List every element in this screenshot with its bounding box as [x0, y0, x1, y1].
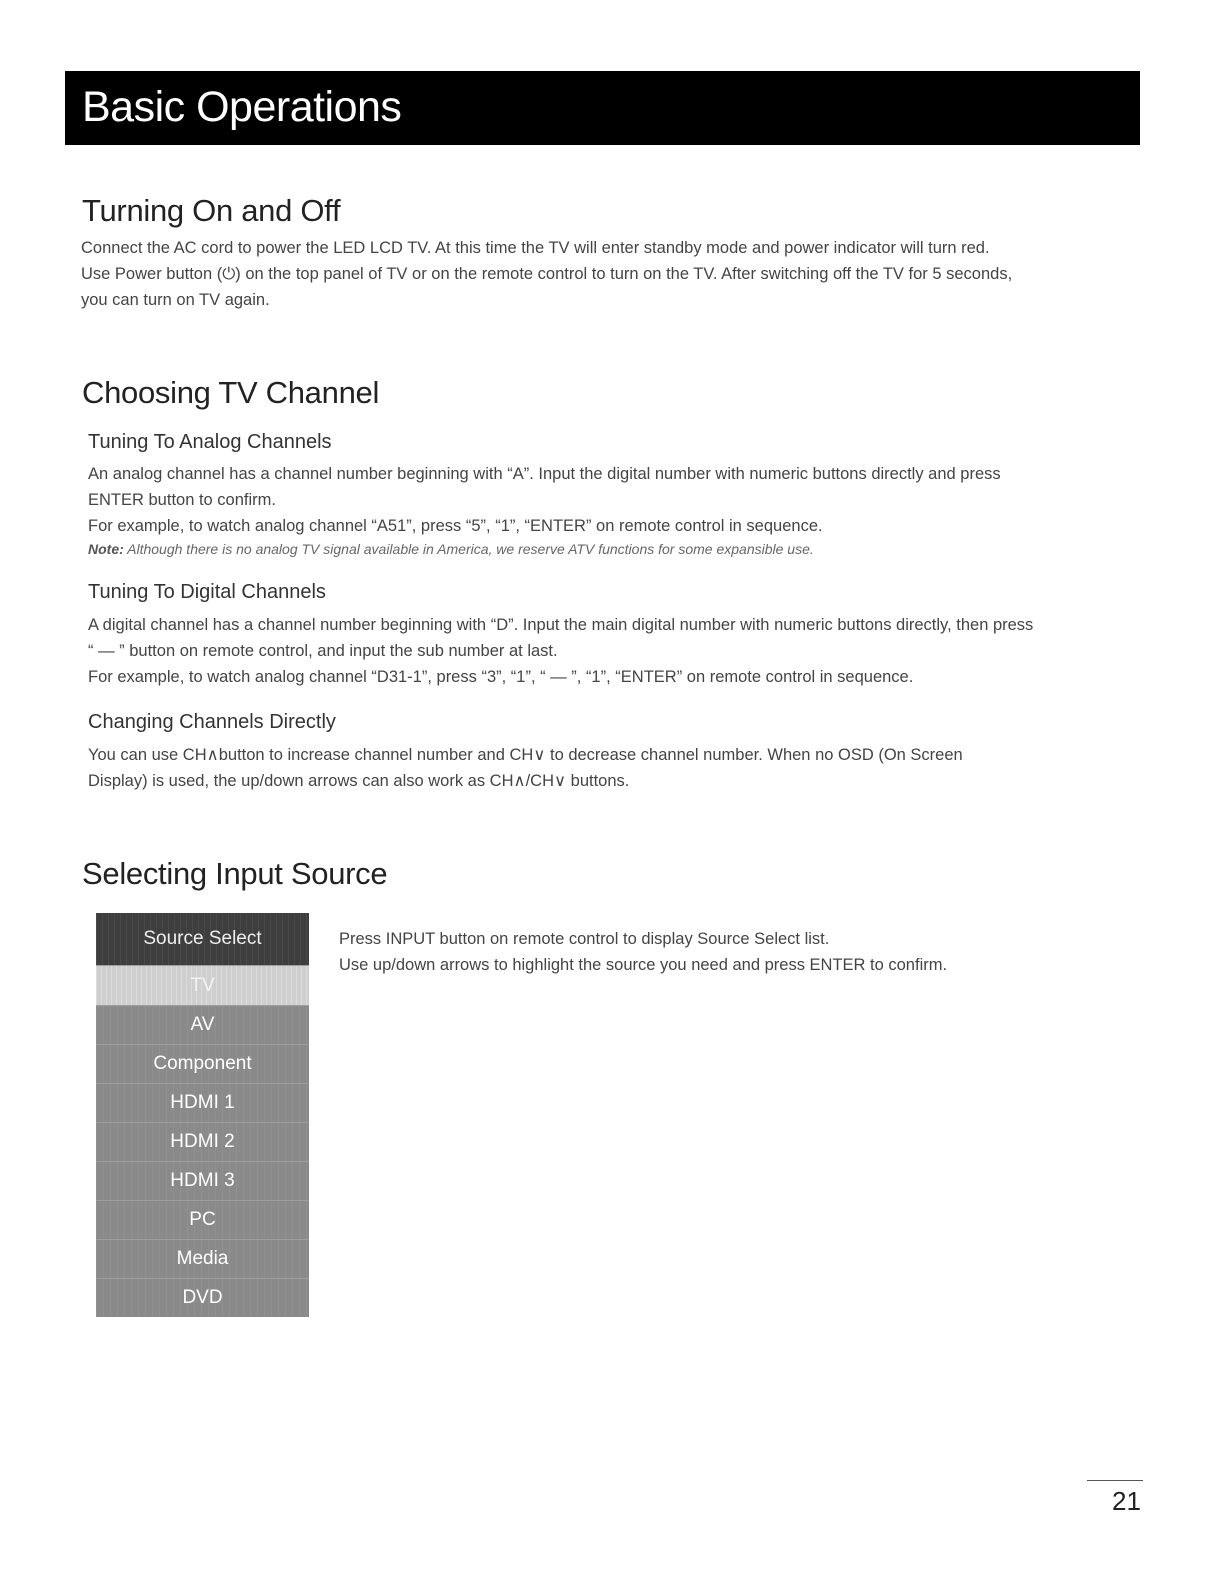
- page-number: 21: [1112, 1486, 1141, 1516]
- paragraph-line: Connect the AC cord to power the LED LCD TV. At this time the TV will enter standby mode and power indicator will turn red.: [81, 239, 990, 257]
- paragraph-line: ENTER button to confirm.: [88, 491, 276, 509]
- paragraph-line: Display) is used, the up/down arrows can also work as CH∧/CH∨ buttons.: [88, 772, 630, 790]
- source-item-hdmi-2: HDMI 2: [96, 1122, 309, 1161]
- changing-channels-paragraph: [88, 742, 963, 794]
- subtitle-digital-channels: Tuning To Digital Channels: [88, 581, 326, 603]
- section-title-choosing-channel: Choosing TV Channel: [82, 375, 380, 410]
- subtitle-changing-channels: Changing Channels Directly: [88, 711, 336, 733]
- paragraph-line: For example, to watch analog channel “A51”, press “5”, “1”, “ENTER” on remote control in sequence.: [88, 517, 823, 535]
- source-item-tv: TV: [96, 965, 309, 1005]
- source-item-pc: PC: [96, 1200, 309, 1239]
- page-header-banner: [65, 71, 1140, 145]
- source-item-media: Media: [96, 1239, 309, 1278]
- analog-note: [88, 541, 814, 557]
- paragraph-line: A digital channel has a channel number beginning with “D”. Input the main digital number with numeric buttons directly, then press: [88, 616, 1034, 634]
- paragraph-line: You can use CH∧button to increase channel number and CH∨ to decrease channel number. When no OSD (On Screen: [88, 746, 963, 764]
- paragraph-line: An analog channel has a channel number beginning with “A”. Input the digital number with numeric buttons directly and press: [88, 465, 1001, 483]
- digital-channels-paragraph: [88, 612, 1033, 690]
- analog-channels-paragraph: [88, 461, 1001, 539]
- note-label: Note:: [88, 541, 124, 557]
- paragraph-line: “ — ” button on remote control, and input the sub number at last.: [88, 642, 558, 660]
- source-item-av: AV: [96, 1005, 309, 1044]
- paragraph-line: you can turn on TV again.: [81, 291, 270, 309]
- paragraph-line: For example, to watch analog channel “D31-1”, press “3”, “1”, “ — ”, “1”, “ENTER” on remote control in sequence.: [88, 668, 914, 686]
- paragraph-line: Use up/down arrows to highlight the source you need and press ENTER to confirm.: [339, 956, 948, 974]
- subtitle-analog-channels: Tuning To Analog Channels: [88, 431, 332, 453]
- source-item-dvd: DVD: [96, 1278, 309, 1317]
- note-text: Although there is no analog TV signal available in America, we reserve ATV functions for some expansible use.: [123, 541, 814, 557]
- input-source-paragraph: [339, 926, 947, 978]
- source-item-hdmi-1: HDMI 1: [96, 1083, 309, 1122]
- source-select-header: Source Select: [96, 913, 309, 965]
- source-item-hdmi-3: HDMI 3: [96, 1161, 309, 1200]
- source-select-menu: [96, 913, 309, 1317]
- source-item-component: Component: [96, 1044, 309, 1083]
- section-title-input-source: Selecting Input Source: [82, 856, 388, 891]
- paragraph-line: Use Power button (⏻) on the top panel of TV or on the remote control to turn on the TV. After switching off the TV for 5 seconds,: [81, 265, 1013, 283]
- page-number-rule: [1087, 1480, 1143, 1481]
- page-title: Basic Operations: [82, 83, 402, 131]
- section-title-turning-on-off: Turning On and Off: [82, 193, 341, 228]
- paragraph-line: Press INPUT button on remote control to display Source Select list.: [339, 930, 830, 948]
- turning-on-off-paragraph: [81, 235, 1012, 313]
